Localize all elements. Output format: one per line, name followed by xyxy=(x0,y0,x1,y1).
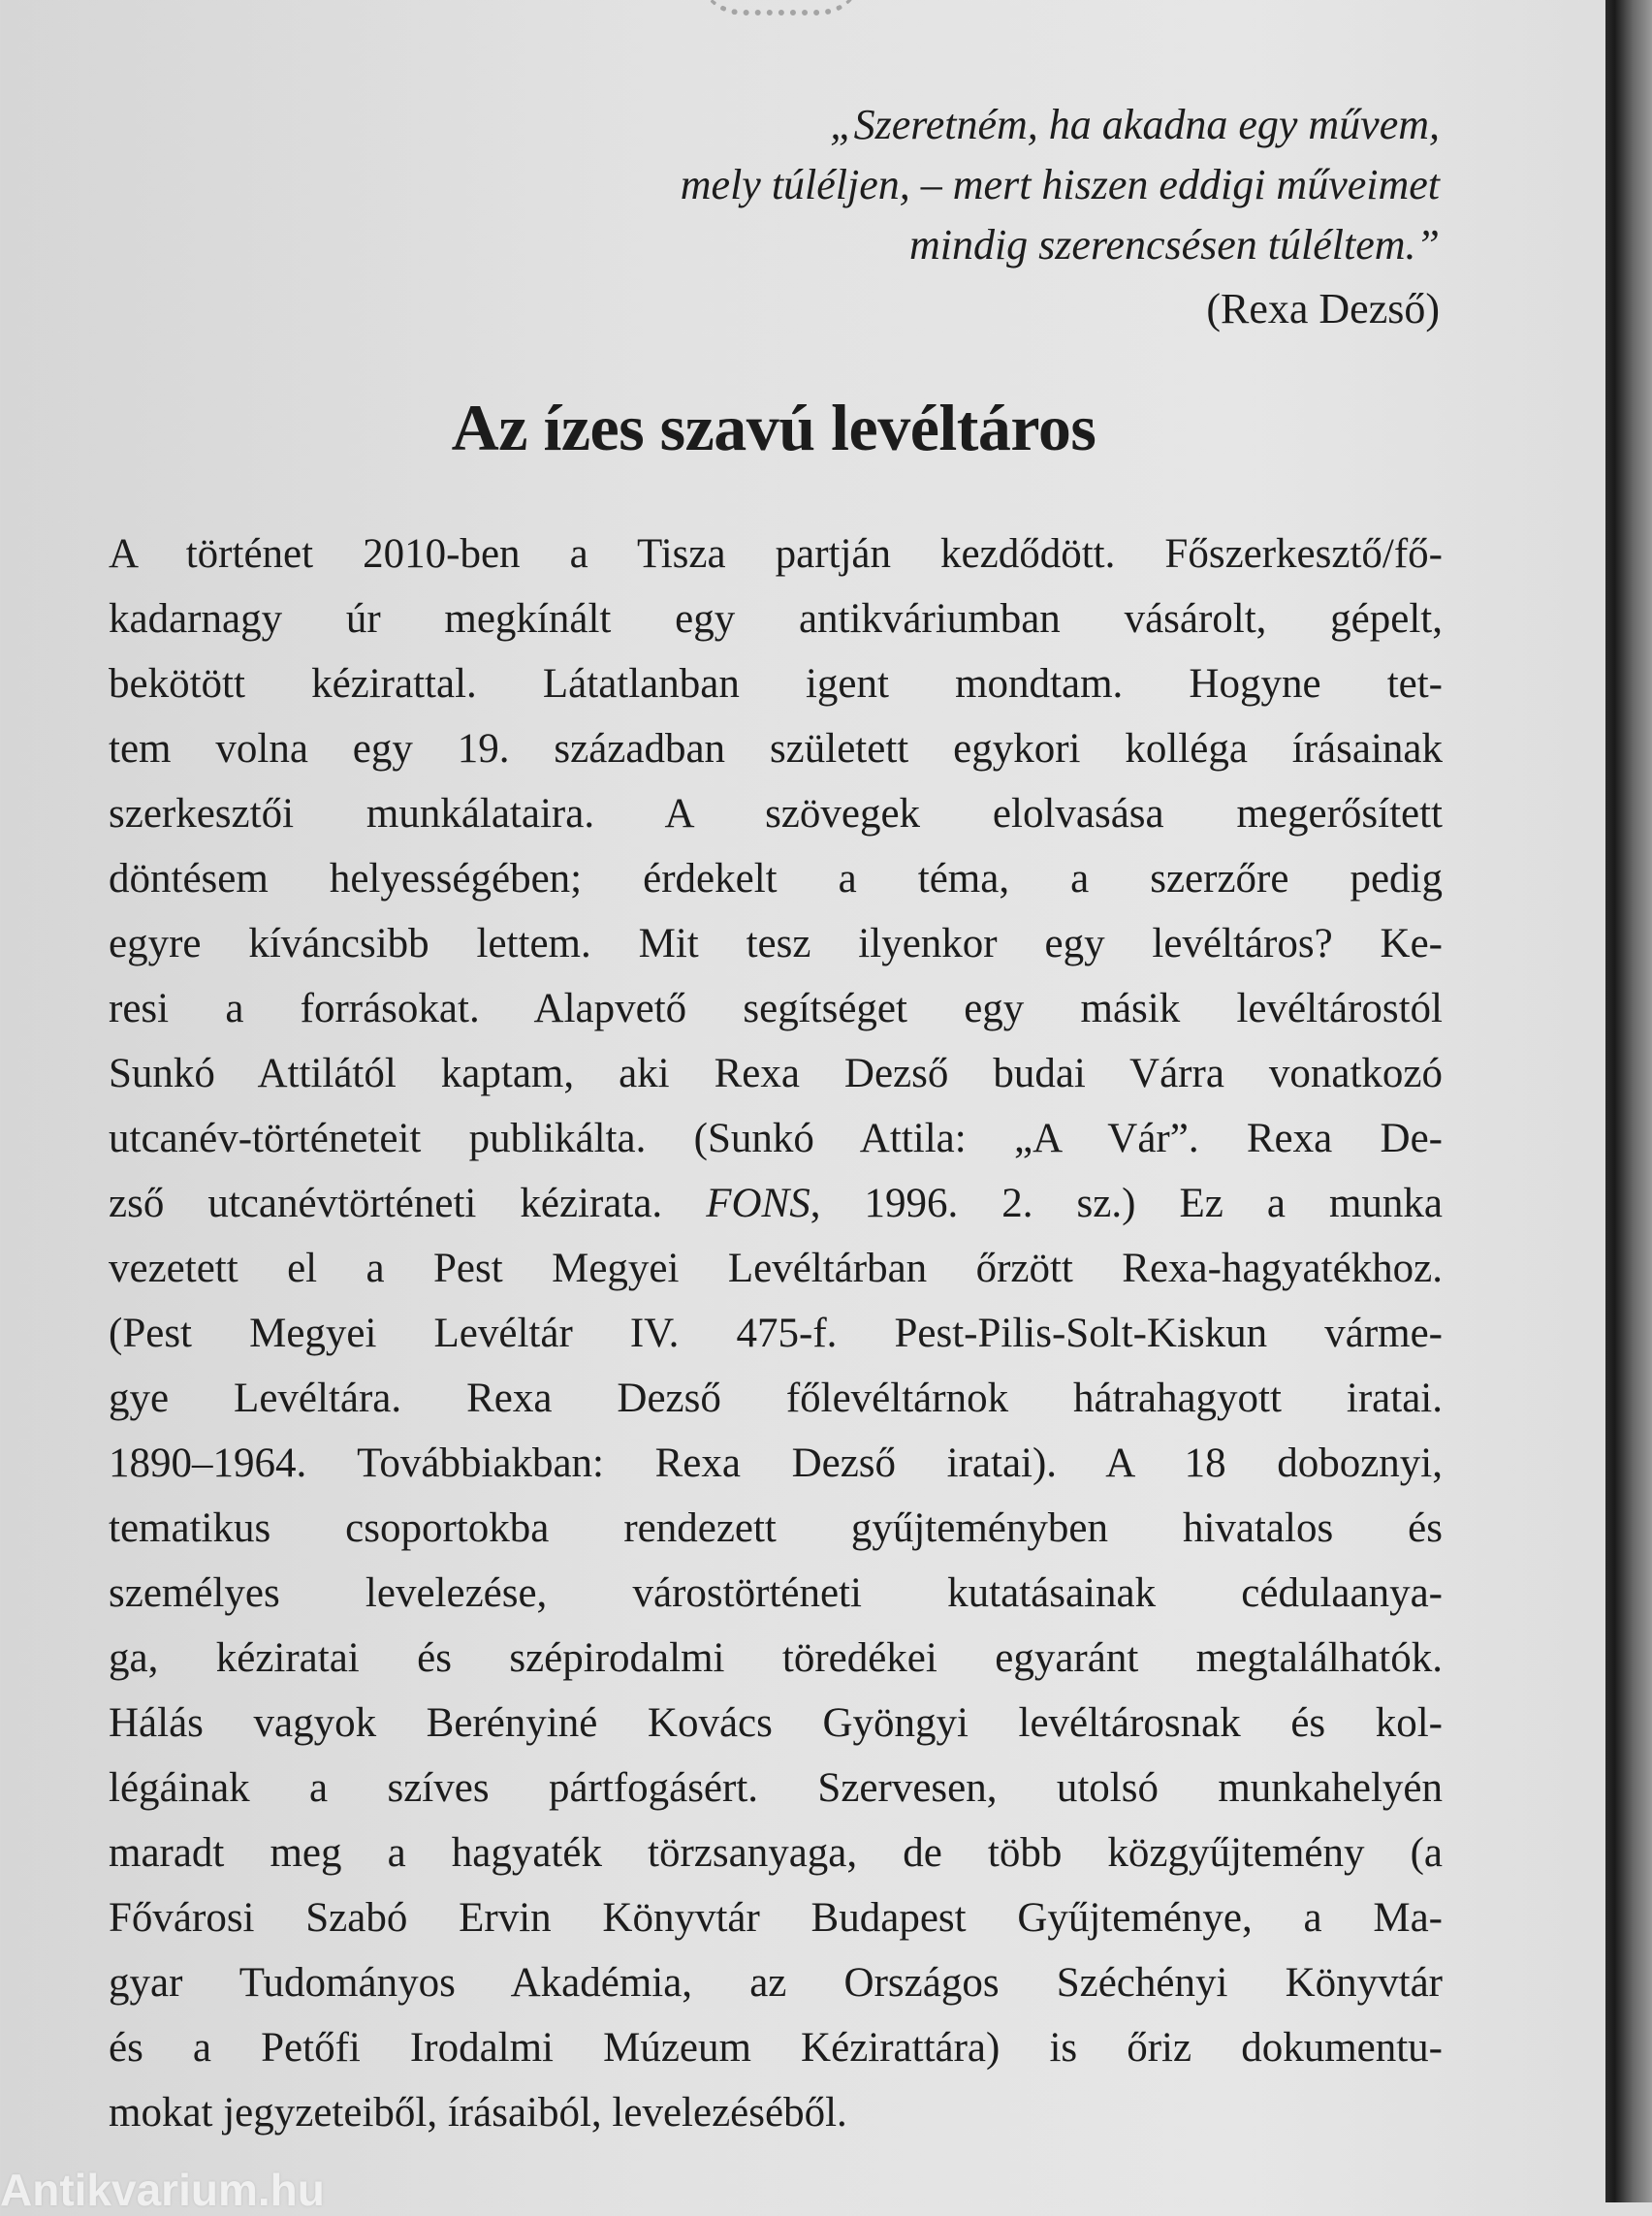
chapter-title: Az ízes szavú levéltáros xyxy=(451,391,1096,464)
text-segment: zső utcanévtörténeti kézirata. xyxy=(109,1181,707,1226)
text-line: döntésem helyességében; érdekelt a téma, a szerzőre pedig xyxy=(109,856,1443,902)
decorative-ornament xyxy=(698,0,863,16)
text-segment: , 1996. 2. sz.) Ez a munka xyxy=(810,1181,1443,1226)
text-line: Hálás vagyok Berényiné Kovács Gyöngyi levéltárosnak és kol- xyxy=(109,1700,1443,1746)
text-line: maradt meg a hagyaték törzsanyaga, de több közgyűjtemény (a xyxy=(109,1830,1443,1876)
journal-title: FONS xyxy=(706,1181,810,1226)
text-line: mokat jegyzeteiből, írásaiból, levelezéséből. xyxy=(109,2090,847,2136)
text-line xyxy=(109,1171,1443,1236)
epigraph-line: mindig szerencsésen túléltem.” xyxy=(908,221,1440,269)
text-line: személyes levelezése, várostörténeti kutatásainak cédulaanya- xyxy=(109,1570,1443,1616)
text-line: Sunkó Attilától kaptam, aki Rexa Dezső budai Várra vonatkozó xyxy=(109,1051,1443,1096)
text-line: A történet 2010-ben a Tisza partján kezdődött. Főszerkesztő/fő- xyxy=(109,531,1443,577)
book-page-edge xyxy=(1605,0,1652,2202)
epigraph-line: „Szeretném, ha akadna egy művem, xyxy=(830,101,1440,148)
text-line: tem volna egy 19. században született egykori kolléga írásainak xyxy=(109,726,1443,772)
text-line: resi a forrásokat. Alapvető segítséget egy másik levéltárostól xyxy=(109,986,1443,1031)
epigraph-line: mely túléljen, – mert hiszen eddigi műveimet xyxy=(680,161,1440,208)
text-line: kadarnagy úr megkínált egy antikváriumban vásárolt, gépelt, xyxy=(109,596,1443,642)
text-line: vezetett el a Pest Megyei Levéltárban őrzött Rexa-hagyatékhoz. xyxy=(109,1246,1443,1291)
epigraph-attribution: (Rexa Dezső) xyxy=(1206,285,1440,332)
text-line: Fővárosi Szabó Ervin Könyvtár Budapest Gyűjteménye, a Ma- xyxy=(109,1895,1443,1941)
text-line: légáinak a szíves pártfogásért. Szervesen, utolsó munkahelyén xyxy=(109,1765,1443,1811)
text-line: bekötött kézirattal. Látatlanban igent mondtam. Hogyne tet- xyxy=(109,661,1443,707)
text-line: gyar Tudományos Akadémia, az Országos Széchényi Könyvtár xyxy=(109,1960,1443,2006)
text-line: ga, kéziratai és szépirodalmi töredékei egyaránt megtalálhatók. xyxy=(109,1635,1443,1681)
text-line: 1890–1964. Továbbiakban: Rexa Dezső iratai). A 18 doboznyi, xyxy=(109,1440,1443,1486)
body-text xyxy=(109,522,1443,2145)
text-line: tematikus csoportokba rendezett gyűjteményben hivatalos és xyxy=(109,1505,1443,1551)
text-line: és a Petőfi Irodalmi Múzeum Kézirattára) is őriz dokumentu- xyxy=(109,2025,1443,2071)
text-line: (Pest Megyei Levéltár IV. 475-f. Pest-Pilis-Solt-Kiskun várme- xyxy=(109,1311,1443,1356)
text-line: szerkesztői munkálataira. A szövegek elolvasása megerősített xyxy=(109,791,1443,837)
watermark: Antikvarium.hu xyxy=(0,2165,325,2215)
text-line: gye Levéltára. Rexa Dezső főlevéltárnok hátrahagyott iratai. xyxy=(109,1376,1443,1421)
text-line: egyre kíváncsibb lettem. Mit tesz ilyenkor egy levéltáros? Ke- xyxy=(109,921,1443,966)
text-line: utcanév-történeteit publikálta. (Sunkó Attila: „A Vár”. Rexa De- xyxy=(109,1116,1443,1161)
epigraph xyxy=(681,95,1440,339)
